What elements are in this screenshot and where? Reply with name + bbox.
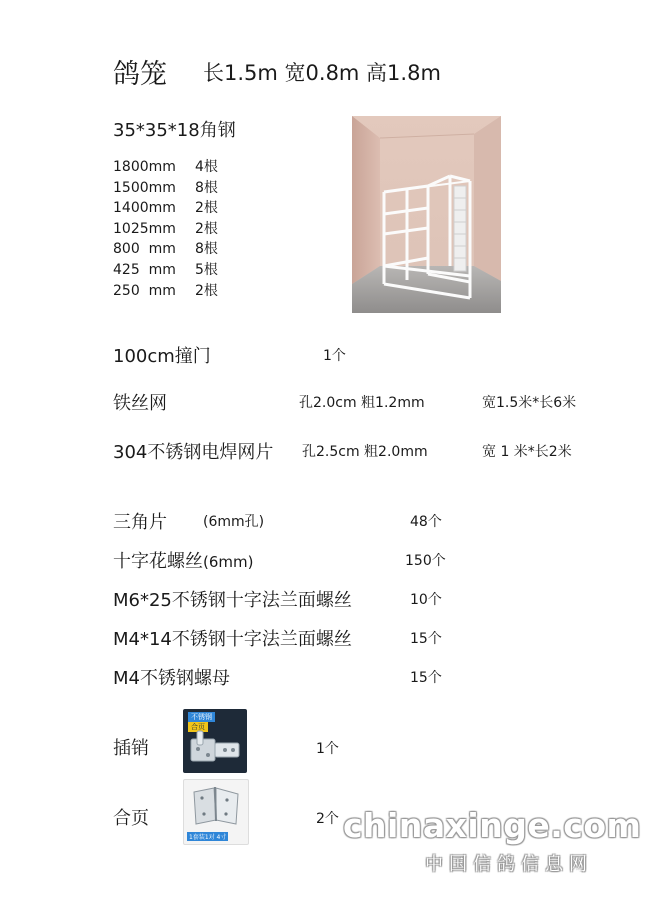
cut-length: 425 mm (113, 261, 176, 278)
wire-mesh-label: 铁丝网 (113, 393, 167, 414)
hinge-label: 合页 (113, 808, 149, 829)
m4-screw-quantity: 15个 (410, 631, 442, 647)
cut-quantity: 2根 (195, 200, 218, 217)
triangle-plate-spec: (6mm孔) (203, 514, 265, 530)
watermark-site-name: 中国信鸽信息网 (425, 854, 593, 875)
cut-length: 1800mm (113, 159, 176, 175)
cut-quantity: 8根 (195, 241, 218, 258)
cut-length: 250 mm (113, 282, 176, 299)
door-quantity: 1个 (323, 348, 346, 364)
cross-screw-spec: (6mm) (203, 553, 254, 571)
cross-screw-name: 十字花螺丝 (113, 551, 203, 572)
weld-mesh-spec: 孔2.5cm 粗2.0mm (302, 444, 428, 460)
list-item (113, 239, 218, 260)
cut-quantity: 2根 (195, 282, 218, 299)
list-item (113, 198, 218, 219)
m4-nut-quantity: 15个 (410, 670, 442, 686)
hinge-quantity: 2个 (316, 811, 339, 827)
list-item (113, 178, 218, 199)
cut-quantity: 5根 (195, 261, 218, 278)
cross-screw-label (113, 547, 253, 573)
latch-tag-2: 合页 (188, 722, 208, 732)
watermark-domain: chinaxinge.com (343, 806, 642, 845)
cut-quantity: 8根 (195, 179, 218, 196)
m4-nut-label: M4不锈钢螺母 (113, 668, 230, 689)
cut-list (113, 157, 218, 301)
cage-dimensions: 长1.5m 宽0.8m 高1.8m (203, 61, 441, 85)
cut-length: 1500mm (113, 179, 176, 196)
list-item (113, 281, 218, 302)
cut-quantity: 2根 (195, 220, 218, 237)
list-item (113, 219, 218, 240)
list-item (113, 157, 218, 178)
cut-length: 1400mm (113, 200, 176, 217)
latch-image (183, 709, 247, 773)
hinge-caption: 1套装1对 4寸 (189, 834, 227, 841)
wire-mesh-spec: 孔2.0cm 粗1.2mm (299, 395, 425, 411)
cut-quantity: 4根 (195, 159, 218, 175)
cut-length: 1025mm (113, 220, 176, 237)
wire-mesh-size: 宽1.5米*长6米 (482, 395, 577, 411)
page-title: 鸽笼 (113, 59, 167, 90)
m6-screw-quantity: 10个 (410, 592, 442, 608)
weld-mesh-label: 304不锈钢电焊网片 (113, 442, 274, 463)
cage-frame-image (352, 116, 501, 313)
cut-length: 800 mm (113, 241, 176, 258)
cross-screw-quantity: 150个 (405, 553, 446, 569)
list-item (113, 260, 218, 281)
weld-mesh-size: 宽 1 米*长2米 (482, 444, 572, 460)
latch-quantity: 1个 (316, 741, 339, 757)
triangle-plate-label: 三角片 (113, 512, 167, 533)
door-label: 100cm撞门 (113, 346, 211, 367)
latch-label: 插销 (113, 738, 149, 759)
angle-steel-title: 35*35*18角钢 (113, 120, 236, 141)
latch-tag: 不锈钢 (188, 712, 215, 722)
latch-icon (189, 729, 243, 769)
m4-screw-label: M4*14不锈钢十字法兰面螺丝 (113, 629, 352, 650)
triangle-plate-quantity: 48个 (410, 514, 442, 530)
m6-screw-label: M6*25不锈钢十字法兰面螺丝 (113, 590, 352, 611)
hinge-image (183, 779, 249, 845)
hinge-icon (190, 784, 242, 828)
